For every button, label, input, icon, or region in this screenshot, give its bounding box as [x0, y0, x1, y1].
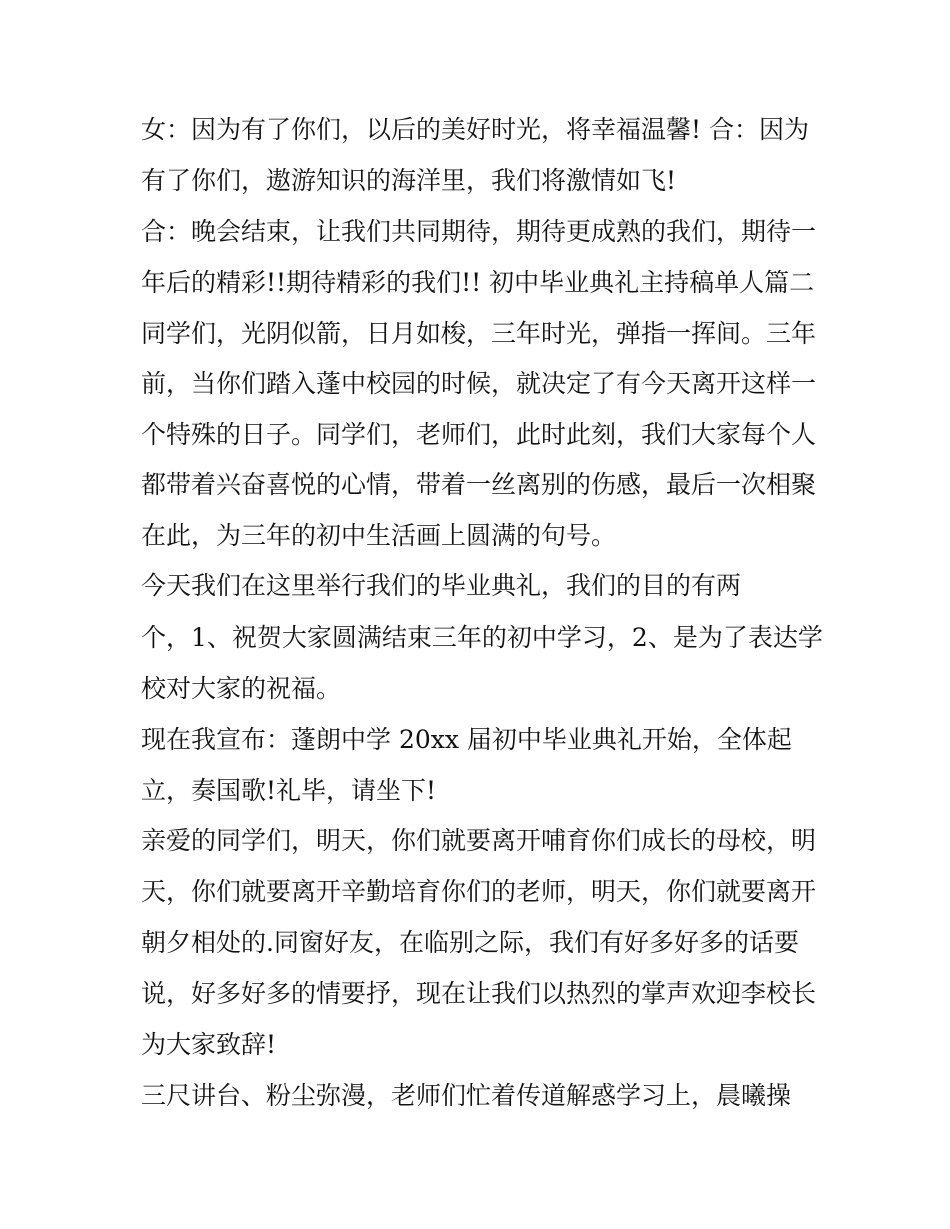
text-line: 同学们，光阴似箭，日月如梭，三年时光，弹指一挥间。三年 — [141, 319, 817, 348]
text-line: 前，当你们踏入蓬中校园的时候，就决定了有今天离开这样一 — [141, 369, 817, 398]
text-line: 年后的精彩!!期待精彩的我们!! 初中毕业典礼主持稿单人篇二 — [141, 268, 815, 297]
text-line: 合：晚会结束，让我们共同期待，期待更成熟的我们，期待一 — [141, 217, 817, 246]
text-line: 为大家致辞! — [141, 1030, 277, 1059]
text-line: 校对大家的祝福。 — [141, 674, 342, 703]
text-line: 有了你们，遨游知识的海洋里，我们将激情如飞! — [141, 166, 677, 195]
text-line: 天，你们就要离开辛勤培育你们的老师，明天，你们就要离开 — [141, 877, 817, 906]
text-line: 说，好多好多的情要抒，现在让我们以热烈的掌声欢迎李校长 — [141, 979, 817, 1008]
text-line: 今天我们在这里举行我们的毕业典礼，我们的目的有两 — [141, 571, 742, 600]
text-line: 都带着兴奋喜悦的心情，带着一丝离别的伤感，最后一次相聚 — [141, 470, 817, 499]
text-line: 朝夕相处的.同窗好友，在临别之际，我们有好多好多的话要 — [141, 928, 799, 957]
text-line: 现在我宣布：蓬朗中学 20xx 届初中毕业典礼开始，全体起 — [141, 725, 792, 754]
text-line: 个特殊的日子。同学们，老师们，此时此刻，我们大家每个人 — [141, 420, 817, 449]
text-line: 立，奏国歌!礼毕，请坐下! — [141, 776, 437, 805]
text-line: 女：因为有了你们，以后的美好时光，将幸福温馨! 合：因为 — [141, 115, 809, 144]
text-line: 三尺讲台、粉尘弥漫，老师们忙着传道解惑学习上，晨曦操 — [141, 1081, 792, 1110]
text-line: 在此，为三年的初中生活画上圆满的句号。 — [141, 521, 617, 550]
text-line: 亲爱的同学们，明天，你们就要离开哺育你们成长的母校，明 — [141, 826, 817, 855]
text-line: 个，1、祝贺大家圆满结束三年的初中学习，2、是为了表达学 — [141, 623, 823, 652]
